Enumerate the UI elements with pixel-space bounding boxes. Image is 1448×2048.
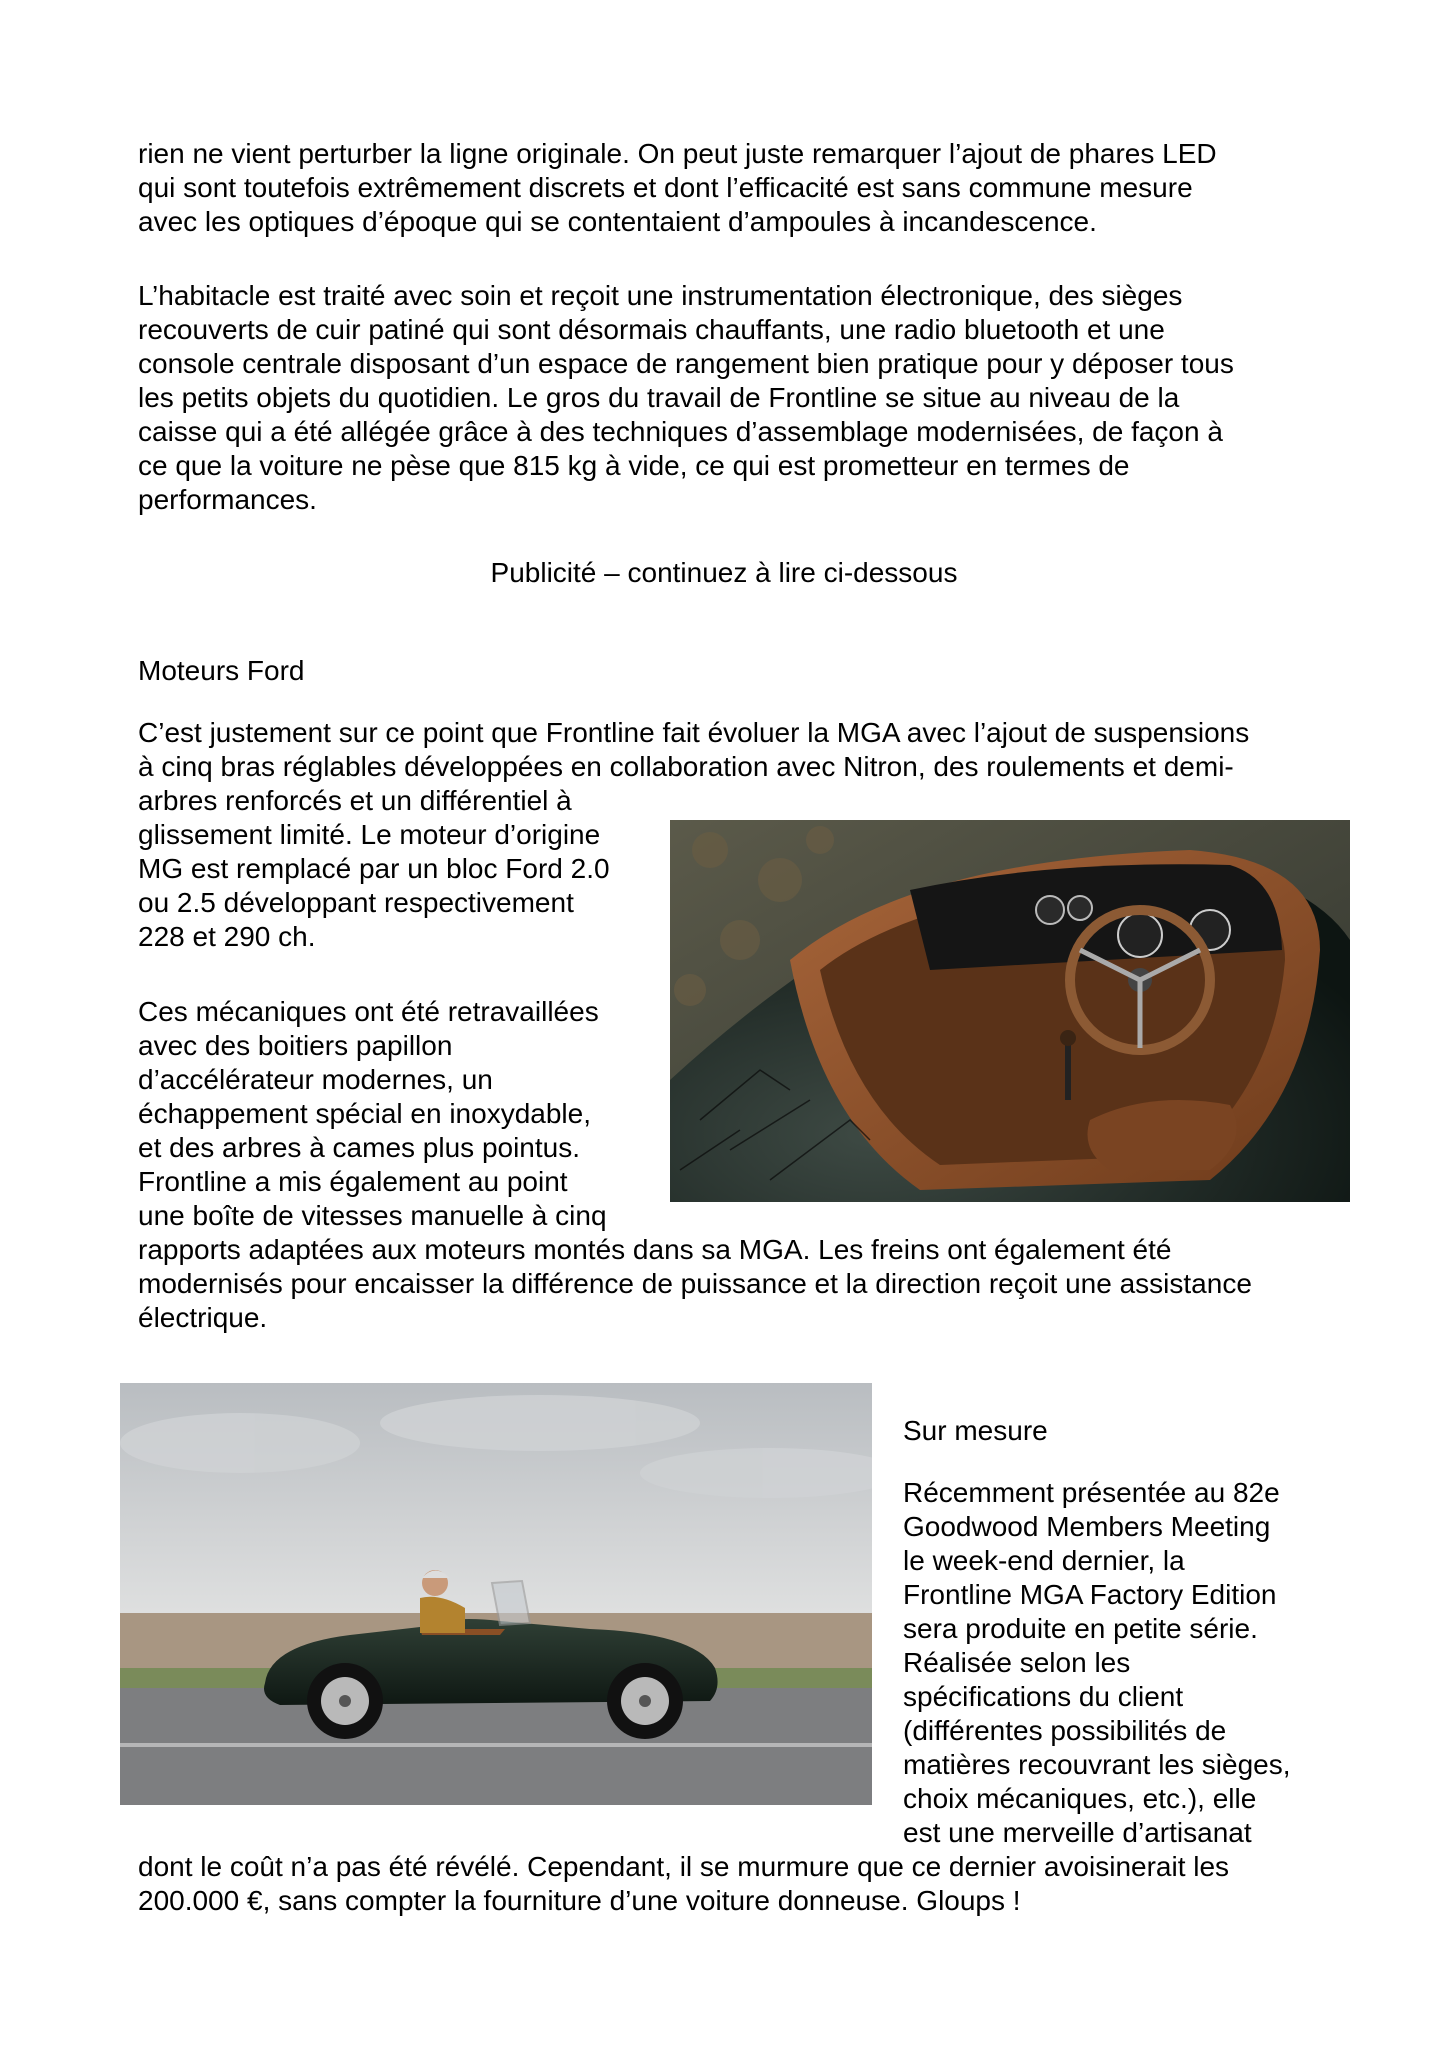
text-line: Réalisée selon les — [903, 1647, 1131, 1678]
car-driving-illustration — [120, 1383, 872, 1805]
paragraph-sur-mesure — [903, 1476, 1291, 1850]
text-line: choix mécaniques, etc.), elle — [903, 1783, 1257, 1814]
text-line: Frontline MGA Factory Edition — [903, 1579, 1277, 1610]
text-line: matières recouvrant les sièges, — [903, 1749, 1291, 1780]
text-line: (différentes possibilités de — [903, 1715, 1227, 1746]
text-line: rapports adaptées aux moteurs montés dans sa MGA. Les freins ont également été — [138, 1234, 1172, 1265]
text-line: console centrale disposant d’un espace de rangement bien pratique pour y déposer tous — [138, 348, 1234, 379]
text-line: arbres renforcés et un différentiel à — [138, 785, 572, 816]
text-line: échappement spécial en inoxydable, — [138, 1098, 591, 1129]
text-line: avec des boitiers papillon — [138, 1030, 453, 1061]
text-line: performances. — [138, 484, 317, 515]
text-line: dont le coût n’a pas été révélé. Cependant, il se murmure que ce dernier avoisinerait les — [138, 1851, 1230, 1882]
text-line: sera produite en petite série. — [903, 1613, 1258, 1644]
text-line: caisse qui a été allégée grâce à des techniques d’assemblage modernisées, de façon à — [138, 416, 1223, 447]
text-line: à cinq bras réglables développées en collaboration avec Nitron, des roulements et demi- — [138, 751, 1234, 782]
text-line: C’est justement sur ce point que Frontline fait évoluer la MGA avec l’ajout de suspensions — [138, 717, 1250, 748]
text-line: et des arbres à cames plus pointus. — [138, 1132, 581, 1163]
text-line: recouverts de cuir patiné qui sont désormais chauffants, une radio bluetooth et une — [138, 314, 1165, 345]
paragraph-habitacle — [138, 279, 1234, 517]
car-driving-photo — [120, 1383, 872, 1805]
text-line: modernisés pour encaisser la différence de puissance et la direction reçoit une assistance — [138, 1268, 1252, 1299]
paragraph-conclusion — [138, 1850, 1229, 1918]
text-line: rien ne vient perturber la ligne originale. On peut juste remarquer l’ajout de phares LED — [138, 138, 1217, 169]
text-line: Ces mécaniques ont été retravaillées — [138, 996, 599, 1027]
text-line: spécifications du client — [903, 1681, 1184, 1712]
text-line: une boîte de vitesses manuelle à cinq — [138, 1200, 607, 1231]
text-line: ce que la voiture ne pèse que 815 kg à vide, ce qui est prometteur en termes de — [138, 450, 1130, 481]
ad-notice: Publicité – continuez à lire ci-dessous — [490, 557, 958, 588]
section-heading-sur-mesure: Sur mesure — [903, 1415, 1048, 1446]
text-line: est une merveille d’artisanat — [903, 1817, 1252, 1848]
text-line: d’accélérateur modernes, un — [138, 1064, 493, 1095]
text-line: L’habitacle est traité avec soin et reçoit une instrumentation électronique, des sièges — [138, 280, 1183, 311]
paragraph-intro — [138, 137, 1217, 239]
section-heading-moteurs: Moteurs Ford — [138, 655, 305, 686]
text-line: qui sont toutefois extrêmement discrets et dont l’efficacité est sans commune mesure — [138, 172, 1193, 203]
text-line: Récemment présentée au 82e — [903, 1477, 1280, 1508]
text-line: MG est remplacé par un bloc Ford 2.0 — [138, 853, 610, 884]
text-line: Frontline a mis également au point — [138, 1166, 568, 1197]
text-line: Goodwood Members Meeting — [903, 1511, 1271, 1542]
paragraph-mecaniques — [138, 995, 1252, 1335]
text-line: glissement limité. Le moteur d’origine — [138, 819, 601, 850]
text-line: ou 2.5 développant respectivement — [138, 887, 574, 918]
text-line: le week-end dernier, la — [903, 1545, 1185, 1576]
text-line: avec les optiques d’époque qui se contentaient d’ampoules à incandescence. — [138, 206, 1097, 237]
text-line: électrique. — [138, 1302, 268, 1333]
text-line: 200.000 €, sans compter la fourniture d’une voiture donneuse. Gloups ! — [138, 1885, 1021, 1916]
text-line: 228 et 290 ch. — [138, 921, 316, 952]
text-line: les petits objets du quotidien. Le gros du travail de Frontline se situe au niveau de la — [138, 382, 1180, 413]
